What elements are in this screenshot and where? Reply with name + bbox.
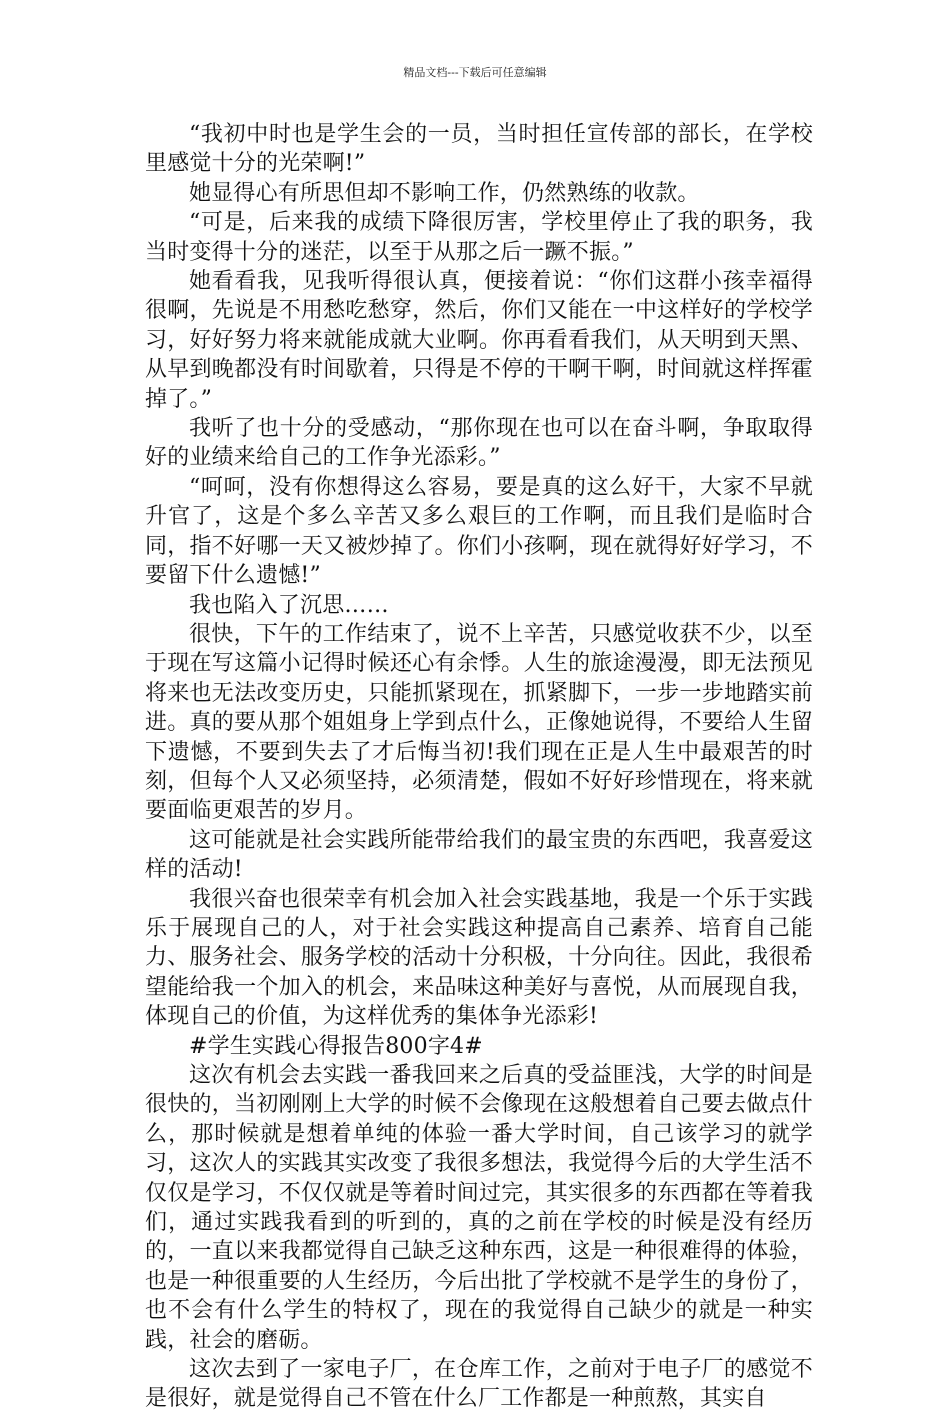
paragraph-10: 我很兴奋也很荣幸有机会加入社会实践基地，我是一个乐于实践乐于展现自己的人，对于社会实践这种提高自己素养、培育自己能力、服务社会、服务学校的活动十分积极，十分向往。因此，我很希望能给我一个加入的机会，来品味这种美好与喜悦，从而展现自我，体现自己的价值，为这样优秀的集体争光添彩! — [145, 886, 813, 1030]
paragraph-4: 她看看我，见我听得很认真，便接着说：“你们这群小孩幸福得很啊，先说是不用愁吃愁穿，然后，你们又能在一中这样好的学校学习，好好努力将来就能成就大业啊。你再看看我们，从天明到天黑、从早到晚都没有时间歇着，只得是不停的干啊干啊，时间就这样挥霍掉了。” — [145, 269, 813, 412]
paragraph-7: 我也陷入了沉思…… — [189, 592, 389, 618]
paragraph-8: 很快，下午的工作结束了，说不上辛苦，只感觉收获不少，以至于现在写这篇小记得时候还心有余悸。人生的旅途漫漫，即无法预见将来也无法改变历史，只能抓紧现在，抓紧脚下，一步一步地踏实前进。真的要从那个姐姐身上学到点什么，正像她说得，不要给人生留下遗憾，不要到失去了才后悔当初!我们现在正是人生中最艰苦的时刻，但每个人又必须坚持，必须清楚，假如不好好珍惜现在，将来就要面临更艰苦的岁月。 — [145, 621, 813, 824]
paragraph-5: 我听了也十分的受感动，“那你现在也可以在奋斗啊，争取取得好的业绩来给自己的工作争光添彩。” — [145, 416, 813, 471]
paragraph-6: “呵呵，没有你想得这么容易，要是真的这么好干，大家不早就升官了，这是个多么辛苦又多么艰巨的工作啊，而且我们是临时合同，指不好哪一天又被炒掉了。你们小孩啊，现在就得好好学习，不要留下什么遗憾!” — [145, 474, 813, 589]
paragraph-3: “可是，后来我的成绩下降很厉害，学校里停止了我的职务，我当时变得十分的迷茫，以至于从那之后一蹶不振。” — [145, 210, 813, 265]
section-heading: #学生实践心得报告800字4# — [189, 1033, 483, 1059]
paragraph-11: 这次有机会去实践一番我回来之后真的受益匪浅，大学的时间是很快的，当初刚刚上大学的时候不会像现在这般想着自己要去做点什么，那时候就是想着单纯的体验一番大学时间，自己该学习的就学习，这次人的实践其实改变了我很多想法，我觉得今后的大学生活不仅仅是学习，不仅仅就是等着时间过完，其实很多的东西都在等着我们，通过实践我看到的听到的，真的之前在学校的时候是没有经历的，一直以来我都觉得自己缺乏这种东西，这是一种很难得的体验，也是一种很重要的人生经历，今后出批了学校就不是学生的身份了，也不会有什么学生的特权了，现在的我觉得自己缺少的就是一种实践，社会的磨砺。 — [145, 1063, 813, 1353]
paragraph-9: 这可能就是社会实践所能带给我们的最宝贵的东西吧，我喜爱这样的活动! — [145, 827, 813, 883]
paragraph-2: 她显得心有所思但却不影响工作，仍然熟练的收款。 — [189, 180, 700, 206]
paragraph-1: “我初中时也是学生会的一员，当时担任宣传部的部长，在学校里感觉十分的光荣啊!” — [145, 122, 813, 177]
document-body — [145, 120, 813, 1414]
paragraph-12: 这次去到了一家电子厂，在仓库工作，之前对于电子厂的感觉不是很好，就是觉得自己不管在什么厂工作都是一种煎熬，其实自 — [145, 1357, 813, 1412]
page-header: 精品文档---下载后可任意编辑 — [403, 66, 547, 79]
